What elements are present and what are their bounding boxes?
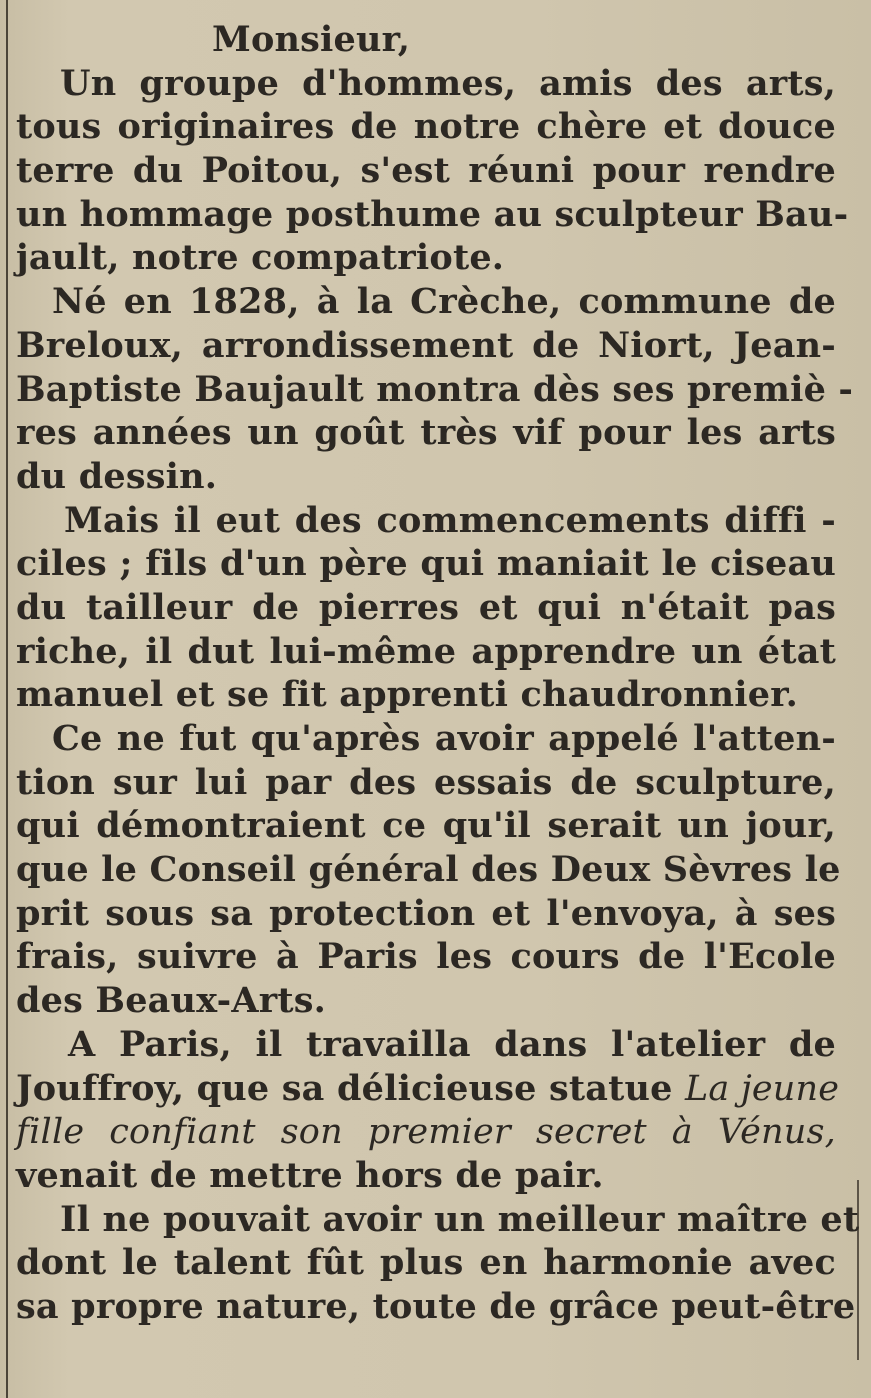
text-line: venait de mettre hors de pair. <box>16 1154 604 1196</box>
text-line: jault, notre compatriote. <box>16 237 505 279</box>
italic-title-segment: La jeune <box>684 1068 840 1109</box>
italic-title-segment: fille confiant son premier secret à Vénus, <box>16 1112 836 1153</box>
text-line: un hommage posthume au sculpteur Bau- <box>16 193 849 235</box>
text-line: frais, suivre à Paris les cours de l'Ecole <box>16 936 836 978</box>
text-line: tous originaires de notre chère et douce <box>16 106 836 148</box>
column-rule-left <box>6 0 8 1398</box>
text-line: manuel et se fit apprenti chaudronnier. <box>16 674 799 716</box>
text-line: A Paris, il travailla dans l'atelier de <box>68 1023 836 1065</box>
text-line: du dessin. <box>16 455 218 497</box>
paragraph-6 <box>16 1198 860 1329</box>
text-line: tion sur lui par des essais de sculpture, <box>16 761 836 803</box>
paragraph-2 <box>16 280 854 498</box>
text-line: prit sous sa protection et l'envoya, à ses <box>16 892 836 934</box>
text-line: ciles ; fils d'un père qui maniait le ciseau <box>16 543 836 585</box>
text-line-with-italic <box>16 1067 840 1111</box>
paragraph-5 <box>16 1023 840 1198</box>
text-line-italic <box>16 1110 836 1154</box>
text-line: que le Conseil général des Deux Sèvres le <box>16 849 841 891</box>
text-line: Un groupe d'hommes, amis des arts, <box>60 62 836 104</box>
text-line: Né en 1828, à la Crèche, commune de <box>52 281 836 323</box>
text-line: riche, il dut lui-même apprendre un état <box>16 630 836 672</box>
salutation: Monsieur, <box>212 19 411 60</box>
paragraph-4 <box>16 717 841 1023</box>
text-line: res années un goût très vif pour les arts <box>16 412 836 454</box>
text-line: du tailleur de pierres et qui n'était pas <box>16 586 836 628</box>
text-line: Il ne pouvait avoir un meilleur maître et <box>60 1198 860 1240</box>
text-line: sa propre nature, toute de grâce peut-être <box>16 1285 856 1327</box>
text-line: Baptiste Baujault montra dès ses premiè - <box>16 368 854 410</box>
text-line: des Beaux-Arts. <box>16 980 327 1022</box>
text-segment: Jouffroy, que sa délicieuse statue <box>16 1067 673 1109</box>
article-column <box>16 18 860 1329</box>
text-line: Ce ne fut qu'après avoir appelé l'atten- <box>52 718 836 759</box>
paragraph-1 <box>16 62 849 280</box>
text-line: dont le talent fût plus en harmonie avec <box>16 1242 836 1284</box>
text-line: Breloux, arrondissement de Niort, Jean- <box>16 324 836 366</box>
text-line: qui démontraient ce qu'il serait un jour, <box>16 805 836 847</box>
text-line: terre du Poitou, s'est réuni pour rendre <box>16 150 836 192</box>
paragraph-3 <box>16 499 836 717</box>
text-line: Mais il eut des commencements diffi - <box>64 499 836 541</box>
